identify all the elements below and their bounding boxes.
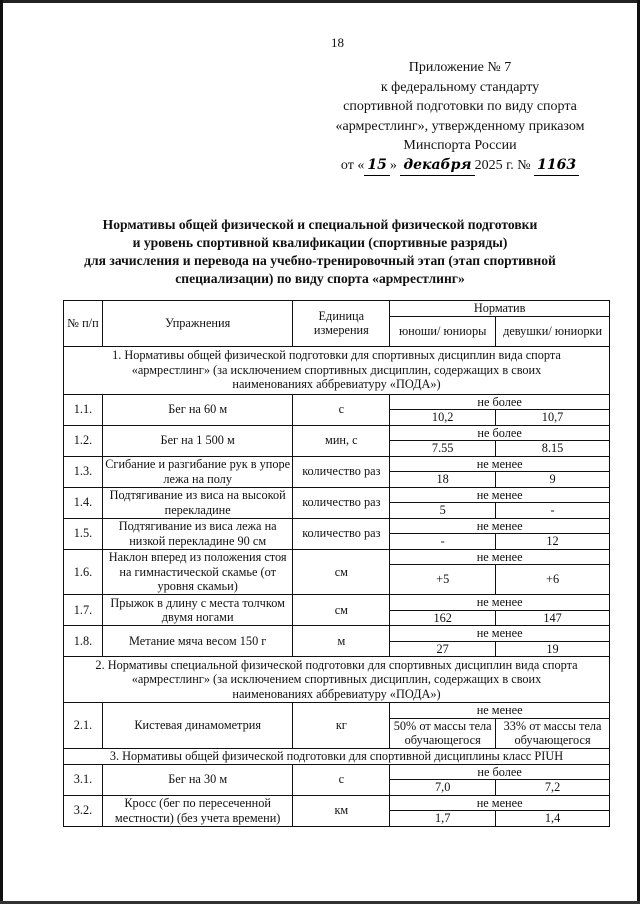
- row-unit: кг: [293, 703, 390, 749]
- table-row: [64, 456, 610, 472]
- row-unit: количество раз: [293, 487, 390, 518]
- row-exercise: Кросс (бег по пересеченной местности) (без учета времени): [102, 795, 293, 826]
- row-girls-value: 19: [496, 641, 610, 657]
- handwritten-order-number: 1163: [534, 156, 579, 177]
- row-girls-value: 147: [496, 610, 610, 626]
- table-row: [64, 626, 610, 642]
- header-girls: девушки/ юниорки: [496, 316, 610, 346]
- table-row: [64, 549, 610, 565]
- row-num: 1.8.: [64, 626, 103, 657]
- header-boys: юноши/ юниоры: [390, 316, 496, 346]
- row-boys-value: -: [390, 534, 496, 550]
- table-row: [64, 487, 610, 503]
- row-boys-value: +5: [390, 565, 496, 595]
- appendix-header: [330, 58, 590, 176]
- appendix-line: «армрестлинг», утвержденному приказом: [335, 118, 585, 134]
- row-girls-value: 10,7: [496, 410, 610, 426]
- row-num: 1.4.: [64, 487, 103, 518]
- row-boys-value: 7,0: [390, 780, 496, 796]
- document-title: Нормативы общей физической и специальной физической подготовки и уровень спортивной квалификации (спортивные разряды) для зачисления и перевода на учебно-тренировочный этап (этап спортивной специализации) по виду спорта «армрестлинг»: [84, 217, 556, 286]
- header-norm: Норматив: [390, 301, 610, 317]
- row-girls-value: 12: [496, 534, 610, 550]
- table-row: [64, 764, 610, 780]
- table-row: [64, 518, 610, 534]
- row-unit: м: [293, 626, 390, 657]
- appendix-line: Минспорта России: [403, 138, 517, 153]
- norms-table: [63, 300, 610, 827]
- row-num: 2.1.: [64, 703, 103, 749]
- row-condition: не более: [390, 764, 610, 780]
- row-condition: не менее: [390, 518, 610, 534]
- row-boys-value: 50% от массы тела обучающегося: [390, 718, 496, 748]
- row-unit: мин, с: [293, 425, 390, 456]
- table-row: [64, 425, 610, 441]
- row-exercise: Бег на 30 м: [102, 764, 293, 795]
- row-unit: км: [293, 795, 390, 826]
- row-condition: не менее: [390, 487, 610, 503]
- row-exercise: Бег на 1 500 м: [102, 425, 293, 456]
- row-boys-value: 27: [390, 641, 496, 657]
- row-exercise: Наклон вперед из положения стоя на гимнастической скамье (от уровня скамьи): [102, 549, 293, 595]
- row-condition: не менее: [390, 595, 610, 611]
- row-exercise: Сгибание и разгибание рук в упоре лежа на полу: [102, 456, 293, 487]
- row-exercise: Подтягивание из виса лежа на низкой перекладине 90 см: [102, 518, 293, 549]
- row-girls-value: 9: [496, 472, 610, 488]
- row-girls-value: +6: [496, 565, 610, 595]
- header-num: № п/п: [64, 301, 103, 347]
- row-num: 3.1.: [64, 764, 103, 795]
- row-exercise: Прыжок в длину с места толчком двумя ногами: [102, 595, 293, 626]
- row-girls-value: 7,2: [496, 780, 610, 796]
- scan-edge-left: [0, 0, 3, 904]
- header-unit: Единица измерения: [293, 301, 390, 347]
- row-num: 3.2.: [64, 795, 103, 826]
- row-exercise: Метание мяча весом 150 г: [102, 626, 293, 657]
- section-row: [64, 748, 610, 764]
- section-title: 1. Нормативы общей физической подготовки для спортивных дисциплин вида спорта «армрестлинг» (за исключением спортивных дисциплин, содержащих в своих наименованиях аббревиатуру «ПОДА»): [64, 346, 610, 394]
- handwritten-month: декабря: [400, 156, 474, 177]
- row-num: 1.5.: [64, 518, 103, 549]
- row-unit: с: [293, 764, 390, 795]
- row-unit: с: [293, 394, 390, 425]
- handwritten-day: 15: [364, 156, 389, 177]
- appendix-line: спортивной подготовки по виду спорта: [343, 99, 577, 114]
- table-row: [64, 595, 610, 611]
- section-row: [64, 657, 610, 703]
- header-row: [64, 301, 610, 317]
- header-exercise: Упражнения: [102, 301, 293, 347]
- row-boys-value: 18: [390, 472, 496, 488]
- section-title: 3. Нормативы общей физической подготовки для спортивной дисциплины класс PIUH: [64, 748, 610, 764]
- row-girls-value: 1,4: [496, 811, 610, 827]
- row-boys-value: 1,7: [390, 811, 496, 827]
- row-exercise: Кистевая динамометрия: [102, 703, 293, 749]
- row-boys-value: 162: [390, 610, 496, 626]
- section-row: [64, 346, 610, 394]
- page-number: 18: [331, 35, 344, 50]
- row-unit: количество раз: [293, 456, 390, 487]
- row-exercise: Бег на 60 м: [102, 394, 293, 425]
- row-num: 1.1.: [64, 394, 103, 425]
- row-unit: см: [293, 549, 390, 595]
- row-condition: не менее: [390, 626, 610, 642]
- appendix-line: Приложение № 7: [408, 60, 512, 75]
- row-condition: не менее: [390, 795, 610, 811]
- row-unit: количество раз: [293, 518, 390, 549]
- row-condition: не менее: [390, 703, 610, 719]
- row-condition: не менее: [390, 549, 610, 565]
- row-condition: не более: [390, 425, 610, 441]
- row-condition: не более: [390, 394, 610, 410]
- row-exercise: Подтягивание из виса на высокой перекладине: [102, 487, 293, 518]
- row-num: 1.7.: [64, 595, 103, 626]
- row-girls-value: -: [496, 503, 610, 519]
- row-num: 1.3.: [64, 456, 103, 487]
- table-row: [64, 394, 610, 410]
- row-condition: не менее: [390, 456, 610, 472]
- row-girls-value: 33% от массы тела обучающегося: [496, 718, 610, 748]
- order-date-line: от « 15 » декабря 2025 г. № 1163: [330, 156, 590, 177]
- table-row: [64, 703, 610, 719]
- row-girls-value: 8.15: [496, 441, 610, 457]
- section-title: 2. Нормативы специальной физической подготовки для спортивных дисциплин вида спорта «армрестлинг» (за исключением спортивных дисциплин, содержащих в своих наименованиях аббревиатуру «ПОДА»): [64, 657, 610, 703]
- row-boys-value: 5: [390, 503, 496, 519]
- row-boys-value: 7.55: [390, 441, 496, 457]
- row-boys-value: 10,2: [390, 410, 496, 426]
- row-num: 1.6.: [64, 549, 103, 595]
- appendix-line: к федеральному стандарту: [380, 79, 540, 95]
- scan-edge-top: [0, 0, 640, 3]
- row-num: 1.2.: [64, 425, 103, 456]
- row-unit: см: [293, 595, 390, 626]
- table-row: [64, 795, 610, 811]
